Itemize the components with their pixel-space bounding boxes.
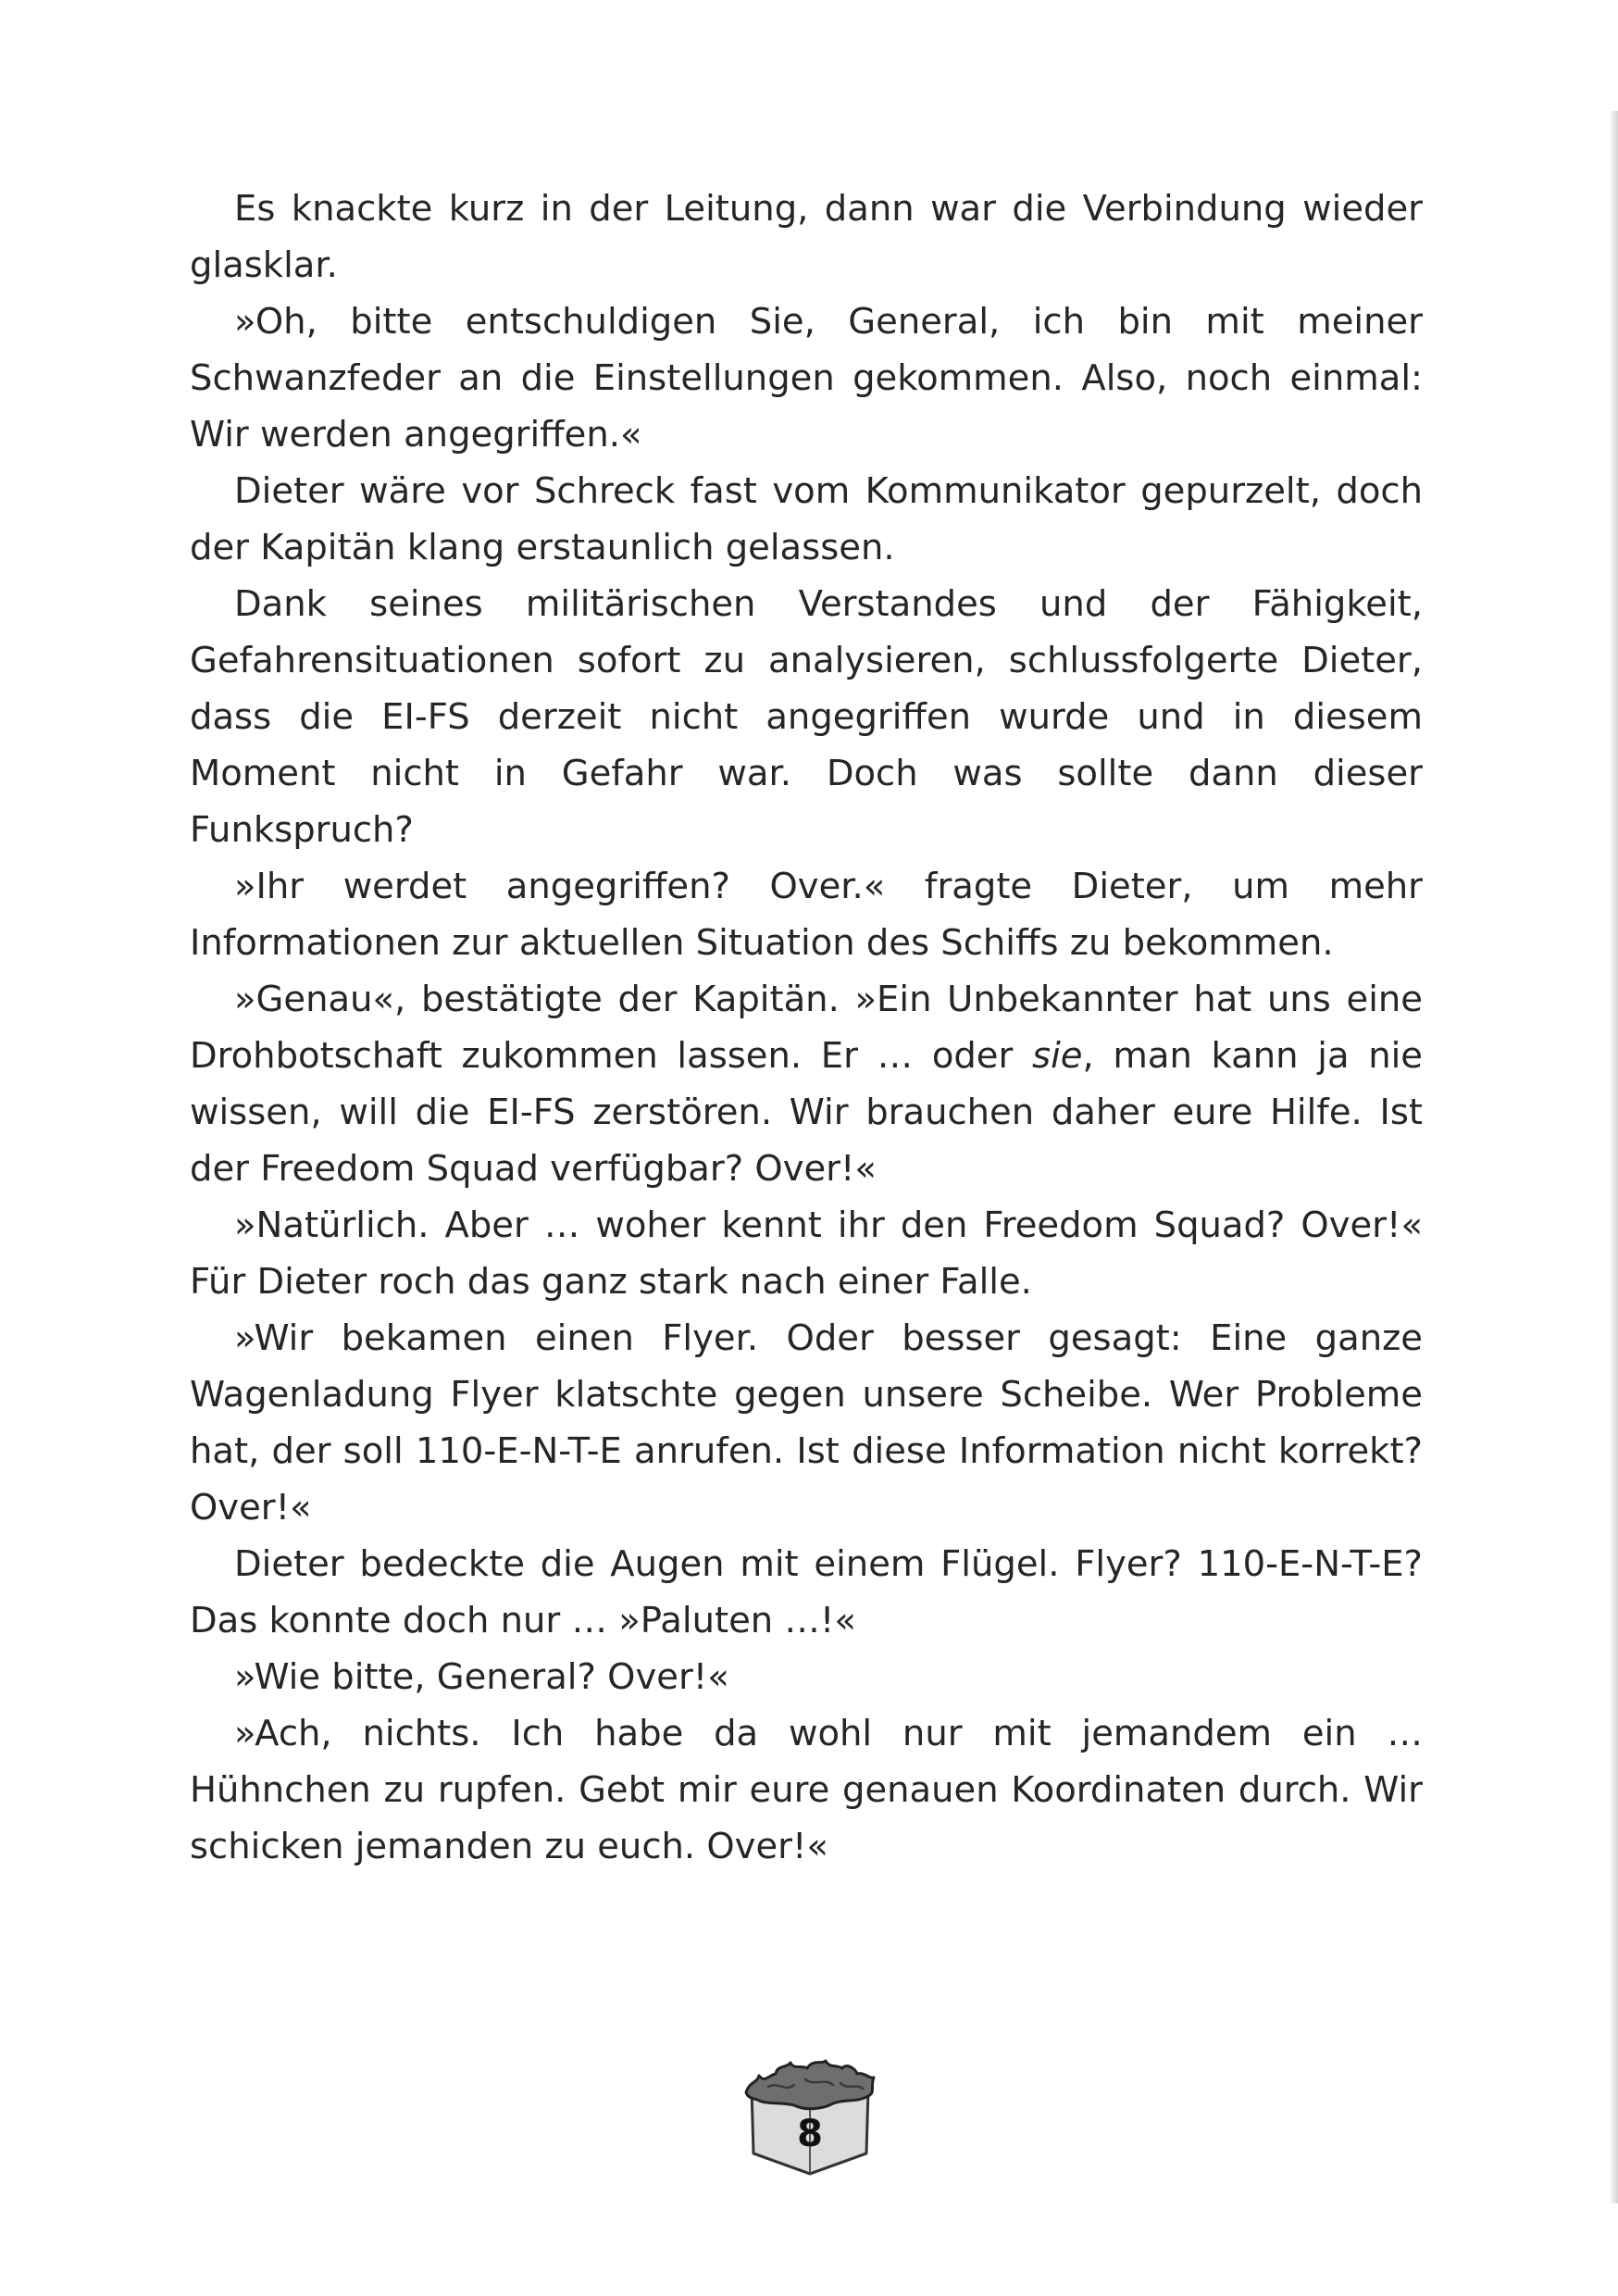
paragraph: Dieter wäre vor Schreck fast vom Kommunikator gepurzelt, doch der Kapitän klang erstaunlich gelassen. — [190, 470, 1423, 568]
paragraph: »Ach, nichts. Ich habe da wohl nur mit jemandem ein … Hühnchen zu rupfen. Gebt mir eure genauen Koordinaten durch. Wir schicken jemanden zu euch. Over!« — [190, 1713, 1423, 1867]
paragraph-part: , man kann ja nie wissen, will die EI-FS zerstören. Wir brauchen daher eure Hilfe. Ist der Freedom Squad verfügbar? Over!« — [190, 1035, 1423, 1190]
paragraph: »Oh, bitte entschuldigen Sie, General, ich bin mit meiner Schwanzfeder an die Einstellungen gekommen. Also, noch einmal: Wir werden angegriffen.« — [190, 301, 1423, 455]
paragraph: Dieter bedeckte die Augen mit einem Flügel. Flyer? 110-E-N-T-E? Das konnte doch nur … »Paluten …!« — [190, 1543, 1423, 1641]
paragraph: »Natürlich. Aber … woher kennt ihr den Freedom Squad? Over!« Für Dieter roch das ganz stark nach einer Falle. — [190, 1204, 1423, 1303]
body-text — [190, 181, 1423, 1875]
paragraph: »Wie bitte, General? Over!« — [234, 1656, 729, 1698]
page-number: 8 — [797, 2113, 823, 2155]
paragraph: Es knackte kurz in der Leitung, dann war die Verbindung wieder glasklar. — [190, 188, 1423, 286]
paragraph — [190, 971, 1423, 1197]
page-number-badge — [741, 2055, 879, 2185]
paragraph: »Ihr werdet angegriffen? Over.« fragte Dieter, um mehr Informationen zur aktuellen Situation des Schiffs zu bekommen. — [190, 866, 1423, 964]
page-edge-shadow — [1609, 111, 1618, 2203]
emphasis: sie — [1032, 1035, 1083, 1077]
paragraph: Dank seines militärischen Verstandes und der Fähigkeit, Gefahrensituationen sofort zu analysieren, schlussfolgerte Dieter, dass die EI-FS derzeit nicht angegriffen wurde und in diesem Moment nicht in Gefahr war. Doch was sollte dann dieser Funkspruch? — [190, 583, 1423, 851]
paragraph: »Wir bekamen einen Flyer. Oder besser gesagt: Eine ganze Wagenladung Flyer klatschte gegen unsere Scheibe. Wer Probleme hat, der soll 110-E-N-T-E anrufen. Ist diese Information nicht korrekt? Over!« — [190, 1317, 1423, 1529]
paragraph-part: »Genau«, bestätigte der Kapitän. »Ein Unbekannter hat uns eine Drohbotschaft zukommen lassen. Er … oder — [190, 979, 1423, 1077]
